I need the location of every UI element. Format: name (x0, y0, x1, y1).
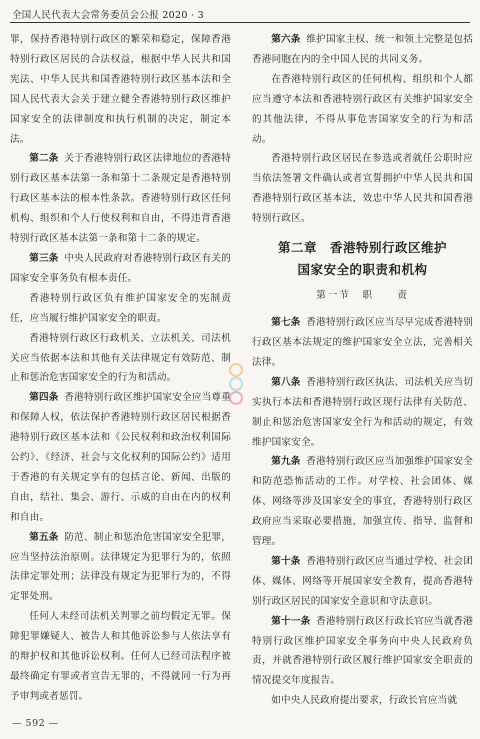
article-9 (252, 452, 473, 552)
article-text: 香港特别行政区应当通过学校、社会团体、媒体、网络等开展国家安全教育，提高香港特别行政区居民的国家安全意识和守法意识。 (252, 555, 473, 607)
left-column (10, 30, 231, 707)
paragraph-text: 香港特别行政区居民在参选或者就任公职时应当依法签署文件确认或者宣誓拥护中华人民共和国香港特别行政区基本法，效忠中华人民共和国香港特别行政区。 (252, 153, 473, 225)
article-label: 第八条 (271, 376, 301, 388)
paragraph (252, 149, 473, 229)
article-label: 第十一条 (271, 615, 311, 627)
paragraph-text: 香港特别行政区行政机关、立法机关、司法机关应当依据本法和其他有关法律规定有效防范、制止和惩治危害国家安全的行为和活动。 (10, 332, 231, 384)
paragraph (10, 329, 231, 389)
article-label: 第十条 (271, 555, 301, 567)
paragraph (10, 289, 231, 329)
paragraph (10, 607, 231, 707)
paragraph (252, 691, 473, 711)
article-8 (252, 373, 473, 453)
page-number: — 592 — (12, 718, 59, 729)
article-5 (10, 528, 231, 608)
paragraph-text: 如中央人民政府提出要求，行政长官应当就 (271, 695, 458, 707)
paragraph (252, 70, 473, 150)
article-10 (252, 552, 473, 612)
article-6 (252, 30, 473, 70)
article-text: 防范、制止和惩治危害国家安全犯罪，应当坚持法治原则。法律规定为犯罪行为的，依照法律定罪处刑；法律没有规定为犯罪行为的，不得定罪处刑。 (10, 531, 231, 603)
chapter-heading-line2: 国家安全的职责和机构 (297, 262, 428, 278)
article-label: 第六条 (271, 34, 301, 45)
article-label: 第四条 (29, 392, 59, 404)
right-column (252, 30, 473, 711)
article-text: 香港特别行政区执法、司法机关应当切实执行本法和香港特别行政区现行法律有关防范、制止和惩治危害国家安全行为和活动的规定，有效维护国家安全。 (252, 376, 473, 448)
header-rule (10, 22, 470, 23)
article-label: 第三条 (29, 252, 59, 264)
running-header: 全国人民代表大会常务委员会公报 2020 · 3 (12, 10, 205, 21)
article-text: 香港特别行政区维护国家安全应当尊重和保障人权，依法保护香港特别行政区居民根据香港特别行政区基本法和《公民权利和政治权利国际公约》、《经济、社会与文化权利的国际公约》适用于香港的有关规定享有的包括言论、新闻、出版的自由，结社、集会、游行、示威的自由在内的权利和自由。 (10, 392, 231, 523)
paragraph (10, 30, 231, 149)
article-3 (10, 249, 231, 289)
article-7 (252, 313, 473, 373)
article-11 (252, 612, 473, 692)
chapter-heading-line1: 第二章 香港特别行政区维护 (277, 240, 447, 256)
article-label: 第七条 (271, 317, 301, 329)
article-text: 香港特别行政区行政长官应当就香港特别行政区维护国家安全事务向中央人民政府负责，并就香港特别行政区履行维护国家安全职责的情况提交年度报告。 (252, 615, 473, 687)
section-heading: 第一节 职 责 (316, 290, 409, 302)
article-text: 维护国家主权、统一和领土完整是包括香港同胞在内的全中国人民的共同义务。 (252, 34, 473, 65)
article-2 (10, 149, 231, 249)
article-text: 关于香港特别行政区法律地位的香港特别行政区基本法第一条和第十二条规定是香港特别行政区基本法的根本性条款。香港特别行政区任何机构、组织和个人行使权利和自由，不得违背香港特别行政区基本法第一条和第十二条的规定。 (10, 153, 231, 245)
article-4 (10, 388, 231, 527)
article-label: 第二条 (29, 153, 59, 165)
paragraph-text: 在香港特别行政区的任何机构、组织和个人都应当遵守本法和香港特别行政区有关维护国家安全的其他法律，不得从事危害国家安全的行为和活动。 (252, 73, 473, 145)
chapter-heading (252, 237, 473, 281)
paragraph-text: 香港特别行政区负有维护国家安全的宪制责任，应当履行维护国家安全的职责。 (10, 292, 231, 324)
article-text: 中央人民政府对香港特别行政区有关的国家安全事务负有根本责任。 (10, 252, 231, 284)
paragraph-text: 罪，保持香港特别行政区的繁荣和稳定，保障香港特别行政区居民的合法权益，根据中华人民共和国宪法、中华人民共和国香港特别行政区基本法和全国人民代表大会关于建立健全香港特别行政区维护国家安全的法律制度和执行机制的决定，制定本法。 (10, 34, 231, 145)
article-text: 香港特别行政区应当加强维护国家安全和防范恐怖活动的工作。对学校、社会团体、媒体、网络等涉及国家安全的事宜，香港特别行政区政府应当采取必要措施，加强宣传、指导、监督和管理。 (252, 456, 473, 548)
paragraph-text: 任何人未经司法机关判罪之前均假定无罪。保障犯罪嫌疑人、被告人和其他诉讼参与人依法享有的辩护权和其他诉讼权利。任何人已经司法程序被最终确定有罪或者宣告无罪的，不得就同一行为再予审判或者惩罚。 (10, 611, 231, 702)
watermark-logo (221, 360, 251, 408)
article-label: 第九条 (271, 456, 301, 468)
article-text: 香港特别行政区应当尽早完成香港特别行政区基本法规定的维护国家安全立法，完善相关法律。 (252, 317, 473, 368)
article-label: 第五条 (29, 531, 59, 543)
